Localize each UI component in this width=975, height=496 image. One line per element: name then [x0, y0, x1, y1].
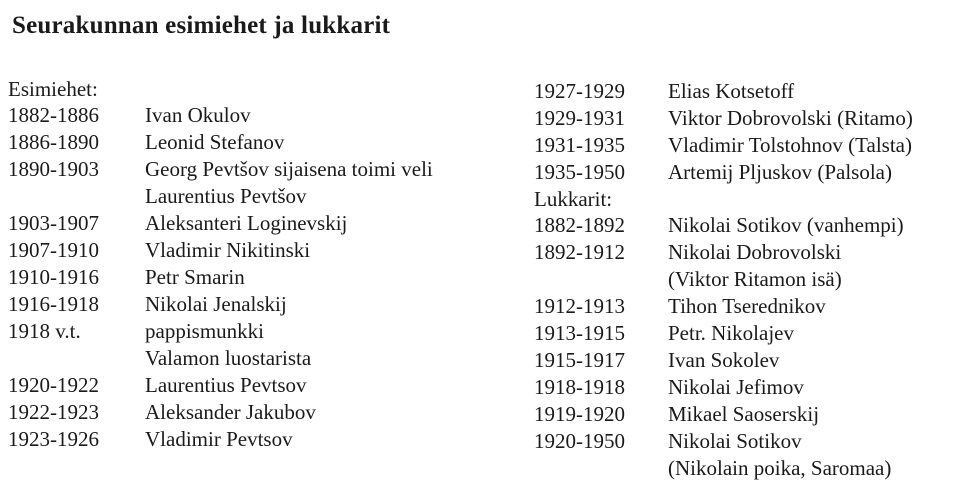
person-name: Laurentius Pevtšov	[145, 184, 307, 208]
year-range: 1915-1917	[534, 348, 625, 372]
person-name: Viktor Dobrovolski (Ritamo)	[668, 106, 913, 130]
year-range: 1922-1923	[8, 400, 99, 424]
year-range: 1882-1892	[534, 213, 625, 237]
year-range: 1882-1886	[8, 103, 99, 127]
lukkarit-heading: Lukkarit:	[534, 187, 613, 211]
year-range: 1903-1907	[8, 211, 99, 235]
list-item	[8, 210, 348, 237]
person-name: Nikolai Sotikov	[668, 429, 802, 453]
person-name: Ivan Okulov	[145, 103, 251, 127]
list-item	[534, 159, 892, 186]
list-item	[534, 266, 842, 293]
person-name: Petr. Nikolajev	[668, 321, 794, 345]
year-range: 1920-1922	[8, 373, 99, 397]
list-item	[534, 105, 913, 132]
list-item	[8, 345, 312, 372]
person-name: Aleksander Jakubov	[145, 400, 316, 424]
person-name: Vladimir Tolstohnov (Talsta)	[668, 133, 912, 157]
page-title: Seurakunnan esimiehet ja lukkarit	[12, 12, 391, 39]
year-range: 1919-1920	[534, 402, 625, 426]
lukkarit-column	[534, 78, 913, 482]
year-range: 1927-1929	[534, 79, 625, 103]
esimiehet-heading: Esimiehet:	[8, 77, 98, 101]
year-range: 1890-1903	[8, 157, 99, 181]
list-item	[534, 347, 780, 374]
list-item	[8, 156, 433, 183]
list-item	[534, 132, 912, 159]
person-name: Vladimir Nikitinski	[145, 238, 311, 262]
list-item	[534, 293, 826, 320]
list-item	[8, 183, 307, 210]
year-range: 1929-1931	[534, 106, 625, 130]
list-item	[8, 264, 245, 291]
year-range: 1892-1912	[534, 240, 625, 264]
person-name: pappismunkki	[145, 319, 264, 343]
person-name: Leonid Stefanov	[145, 130, 285, 154]
list-item	[534, 374, 804, 401]
year-range: 1886-1890	[8, 130, 99, 154]
year-range: 1923-1926	[8, 427, 99, 451]
list-item	[8, 102, 251, 129]
person-name: Laurentius Pevtsov	[145, 373, 307, 397]
list-item	[534, 239, 842, 266]
lukkarit-list	[534, 212, 904, 482]
list-item	[8, 291, 287, 318]
year-range: 1918-1918	[534, 375, 625, 399]
year-range: 1912-1913	[534, 294, 625, 318]
list-item	[8, 318, 264, 345]
list-item	[534, 78, 795, 105]
list-item	[8, 129, 285, 156]
year-range: 1918 v.t.	[8, 319, 81, 343]
person-name: Nikolai Jenalskij	[145, 292, 287, 316]
list-item	[534, 320, 794, 347]
list-item	[8, 426, 293, 453]
person-name: Artemij Pljuskov (Palsola)	[668, 160, 892, 184]
person-name: Georg Pevtšov sijaisena toimi veli	[145, 157, 433, 181]
esimiehet-column	[8, 76, 433, 453]
list-item	[8, 399, 316, 426]
esimiehet-list-continued	[534, 78, 913, 186]
person-name: Petr Smarin	[145, 265, 245, 289]
person-name: Tihon Tserednikov	[668, 294, 826, 318]
person-name: Nikolai Jefimov	[668, 375, 804, 399]
person-name: Nikolai Dobrovolski	[668, 240, 842, 264]
person-name: Nikolai Sotikov (vanhempi)	[668, 213, 904, 237]
year-range: 1910-1916	[8, 265, 99, 289]
list-item	[8, 372, 307, 399]
list-item	[534, 401, 820, 428]
year-range: 1907-1910	[8, 238, 99, 262]
person-name: Aleksanteri Loginevskij	[145, 211, 348, 235]
year-range: 1920-1950	[534, 429, 625, 453]
list-item	[534, 428, 802, 455]
year-range: 1931-1935	[534, 133, 625, 157]
person-name: (Viktor Ritamon isä)	[668, 267, 842, 291]
year-range: 1913-1915	[534, 321, 625, 345]
person-name: (Nikolain poika, Saromaa)	[668, 456, 892, 480]
list-item	[534, 212, 904, 239]
year-range: 1935-1950	[534, 160, 625, 184]
person-name: Mikael Saoserskij	[668, 402, 820, 426]
person-name: Ivan Sokolev	[668, 348, 780, 372]
year-range: 1916-1918	[8, 292, 99, 316]
list-item	[8, 237, 311, 264]
person-name: Valamon luostarista	[145, 346, 312, 370]
person-name: Vladimir Pevtsov	[145, 427, 293, 451]
list-item	[534, 455, 892, 482]
esimiehet-list	[8, 102, 433, 453]
person-name: Elias Kotsetoff	[668, 79, 795, 103]
